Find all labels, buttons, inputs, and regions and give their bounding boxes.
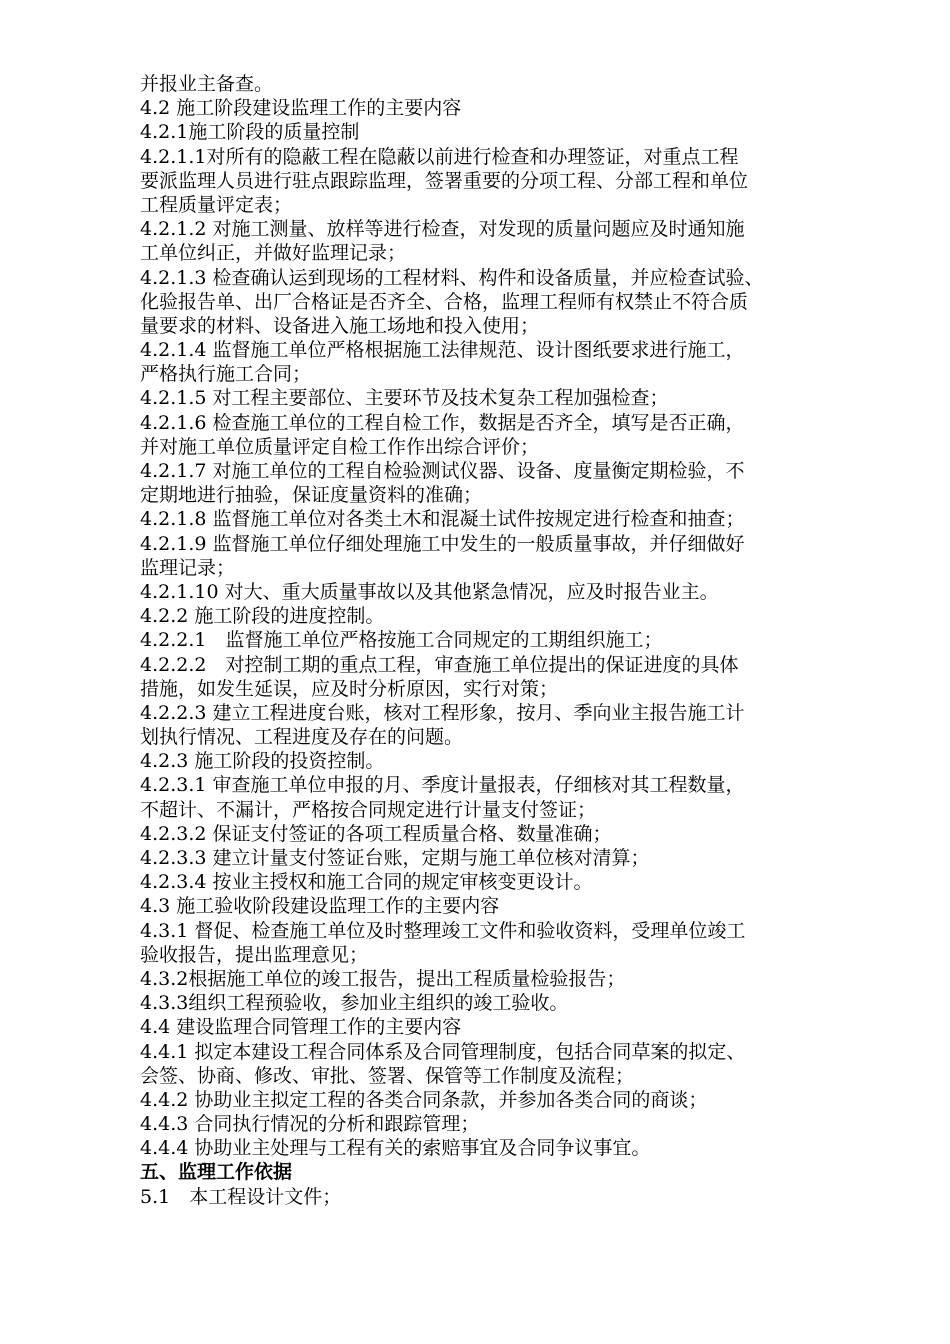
text-line: 4.2.2 施工阶段的进度控制。 <box>140 605 385 628</box>
text-line: 4.2.1施工阶段的质量控制 <box>140 121 360 144</box>
text-line: 4.3.1 督促、检查施工单位及时整理竣工文件和验收资料，受理单位竣工 <box>140 919 746 942</box>
text-line: 监理记录； <box>140 556 236 579</box>
text-line: 工程质量评定表； <box>140 193 293 216</box>
text-line: 严格执行施工合同； <box>140 363 312 386</box>
text-line: 4.2.1.8 监督施工单位对各类土木和混凝土试件按规定进行检查和抽查； <box>140 508 745 531</box>
text-line: 4.2.1.4 监督施工单位严格根据施工法律规范、设计图纸要求进行施工， <box>140 339 745 362</box>
text-line: 4.2.1.10 对大、重大质量事故以及其他紧急情况，应及时报告业主。 <box>140 580 719 603</box>
text-line: 4.3 施工验收阶段建设监理工作的主要内容 <box>140 895 500 918</box>
text-line: 化验报告单、出厂合格证是否齐全、合格，监理工程师有权禁止不符合质 <box>140 290 749 313</box>
text-line: 4.2.1.1对所有的隐蔽工程在隐蔽以前进行检查和办理签证，对重点工程 <box>140 145 739 168</box>
text-line: 划执行情况、工程进度及存在的问题。 <box>140 726 464 749</box>
text-line: 措施，如发生延误，应及时分析原因，实行对策； <box>140 677 559 700</box>
text-line: 4.2.3 施工阶段的投资控制。 <box>140 750 385 773</box>
text-line: 不超计、不漏计，严格按合同规定进行计量支付签证； <box>140 798 597 821</box>
text-line: 4.4.3 合同执行情况的分析和跟踪管理； <box>140 1113 480 1136</box>
text-line: 4.2.1.3 检查确认运到现场的工程材料、构件和设备质量，并应检查试验、 <box>140 266 764 289</box>
text-line: 4.2.2.1 监督施工单位严格按施工合同规定的工期组织施工； <box>140 629 663 652</box>
text-line: 要派监理人员进行驻点跟踪监理，签署重要的分项工程、分部工程和单位 <box>140 169 749 192</box>
text-line: 并对施工单位质量评定自检工作作出综合评价； <box>140 435 540 458</box>
text-line: 4.4 建设监理合同管理工作的主要内容 <box>140 1016 462 1039</box>
text-line: 4.4.2 协助业主拟定工程的各类合同条款，并参加各类合同的商谈； <box>140 1088 708 1111</box>
text-line: 4.2.2.2 对控制工期的重点工程，审查施工单位提出的保证进度的具体 <box>140 653 739 676</box>
text-line: 4.2.2.3 建立工程进度台账，核对工程形象，按月、季向业主报告施工计 <box>140 701 745 724</box>
text-line: 4.2.1.7 对施工单位的工程自检验测试仪器、设备、度量衡定期检验，不 <box>140 460 745 482</box>
text-line: 4.2.1.6 检查施工单位的工程自检工作，数据是否齐全，填写是否正确， <box>140 411 745 434</box>
text-line: 4.2.3.3 建立计量支付签证台账，定期与施工单位核对清算； <box>140 847 650 869</box>
text-line: 4.2.1.2 对施工测量、放样等进行检查，对发现的质量问题应及时通知施 <box>140 218 745 241</box>
text-line: 5.1 本工程设计文件； <box>140 1185 342 1208</box>
text-line: 4.2 施工阶段建设监理工作的主要内容 <box>140 97 462 120</box>
text-line: 4.3.3组织工程预验收，参加业主组织的竣工验收。 <box>140 992 569 1015</box>
text-line: 4.2.3.2 保证支付签证的各项工程质量合格、数量准确； <box>140 822 612 845</box>
text-line: 4.2.1.9 监督施工单位仔细处理施工中发生的一般质量事故，并仔细做好 <box>140 532 745 555</box>
text-line: 验收报告，提出监理意见； <box>140 943 369 966</box>
section-heading: 五、监理工作依据 <box>140 1161 293 1184</box>
text-line: 4.2.3.4 按业主授权和施工合同的规定审核变更设计。 <box>140 871 593 894</box>
document-body <box>140 72 870 1160</box>
text-line: 定期地进行抽验，保证度量资料的准确； <box>140 484 483 507</box>
text-line: 4.4.4 协助业主处理与工程有关的索赔事宜及合同争议事宜。 <box>140 1137 651 1160</box>
text-line: 并报业主备查。 <box>140 73 274 95</box>
text-line: 4.2.1.5 对工程主要部位、主要环节及技术复杂工程加强检查； <box>140 387 669 410</box>
text-line: 量要求的材料、设备进入施工场地和投入使用； <box>140 314 540 337</box>
document-page <box>140 72 870 1209</box>
text-line: 4.2.3.1 审查施工单位申报的月、季度计量报表，仔细核对其工程数量， <box>140 774 745 797</box>
text-line: 会签、协商、修改、审批、签署、保管等工作制度及流程； <box>140 1064 635 1087</box>
text-line: 工单位纠正，并做好监理记录； <box>140 242 407 265</box>
text-line: 4.3.2根据施工单位的竣工报告，提出工程质量检验报告； <box>140 967 626 990</box>
text-line: 4.4.1 拟定本建设工程合同体系及合同管理制度，包括合同草案的拟定、 <box>140 1040 746 1063</box>
